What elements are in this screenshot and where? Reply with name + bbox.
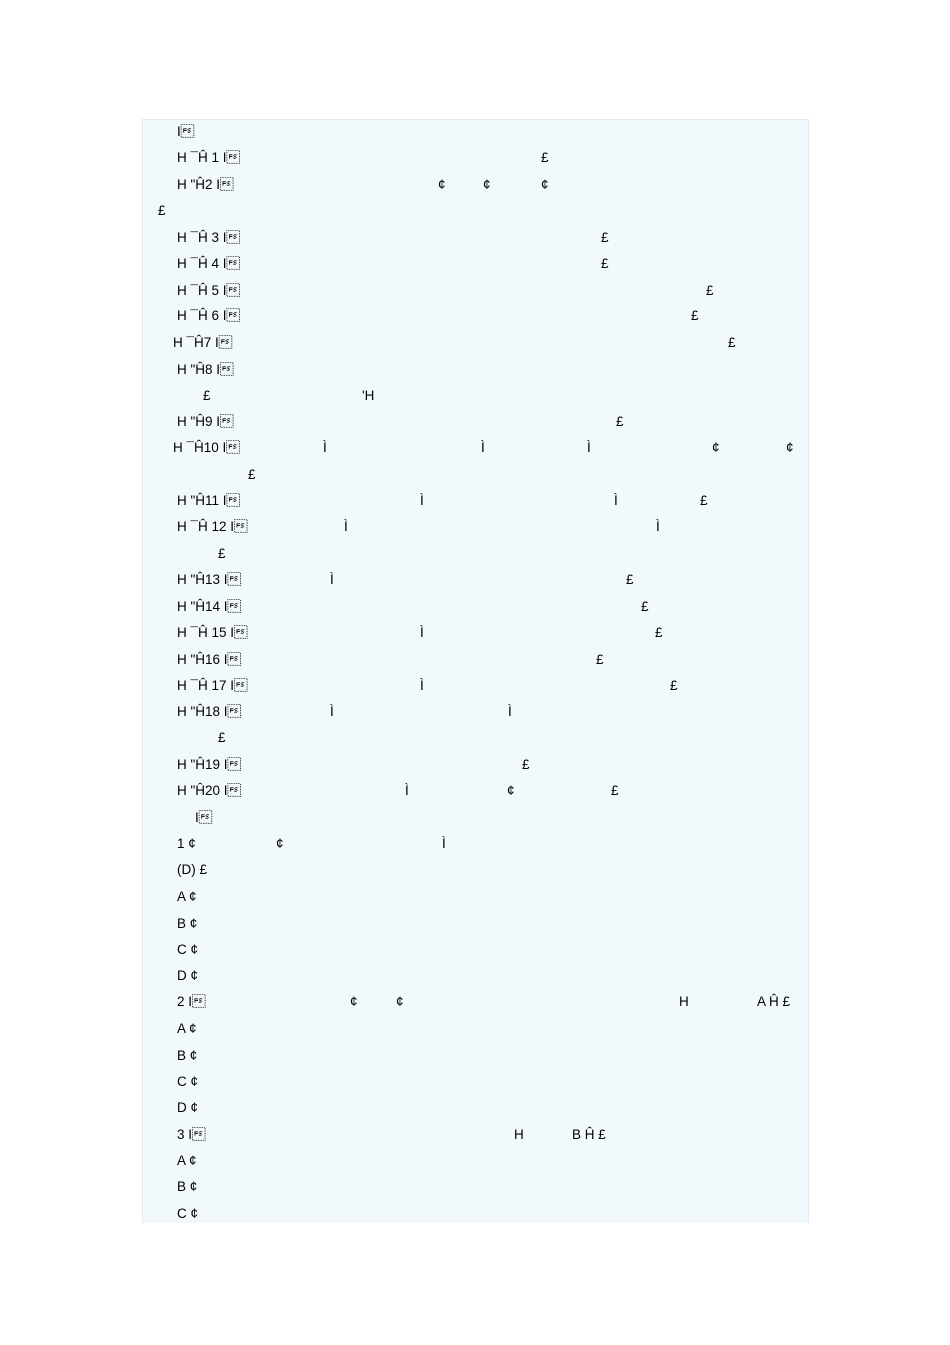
text-fragment: 2 I: [177, 994, 206, 1009]
text-fragment: £: [655, 625, 663, 640]
text-line: [0, 465, 950, 485]
text-line: [0, 1019, 950, 1039]
text-fragment: ¢: [276, 836, 284, 851]
text-fragment: I: [177, 124, 195, 139]
text-fragment: ¢: [507, 783, 515, 798]
text-fragment: Ì: [420, 493, 424, 508]
text-line: [0, 1151, 950, 1171]
text-line: [0, 650, 950, 670]
text-fragment: £: [641, 599, 649, 614]
text-line: [0, 623, 950, 643]
text-fragment: £: [522, 757, 530, 772]
text-line: [0, 201, 950, 221]
text-line: [0, 834, 950, 854]
text-fragment: £: [670, 678, 678, 693]
text-fragment: H "Ĥ14 I: [177, 599, 242, 614]
text-fragment: £: [248, 467, 256, 482]
text-fragment: C ¢: [177, 1074, 199, 1089]
text-fragment: £: [601, 256, 609, 271]
text-fragment: H "Ĥ9 I: [177, 414, 234, 429]
text-fragment: H ¯Ĥ 17 I: [177, 678, 248, 693]
text-line: [0, 517, 950, 537]
text-line: [0, 597, 950, 617]
text-fragment: B ¢: [177, 916, 198, 931]
text-line: [0, 148, 950, 168]
text-line: [0, 1204, 950, 1224]
text-line: [0, 966, 950, 986]
text-line: [0, 808, 950, 828]
text-line: [0, 122, 950, 142]
text-line: [0, 175, 950, 195]
text-fragment: ¢: [712, 440, 720, 455]
text-fragment: H: [679, 994, 689, 1009]
text-fragment: H "Ĥ8 I: [177, 362, 234, 377]
text-fragment: Ì: [481, 440, 485, 455]
text-line: [0, 676, 950, 696]
text-fragment: H: [514, 1127, 524, 1142]
text-line: [0, 860, 950, 880]
text-line: [0, 570, 950, 590]
text-fragment: H ¯Ĥ10 I: [173, 440, 240, 455]
text-fragment: H "Ĥ20 I: [177, 783, 242, 798]
text-fragment: H ¯Ĥ 12 I: [177, 519, 248, 534]
text-fragment: H "Ĥ13 I: [177, 572, 242, 587]
text-fragment: £: [596, 652, 604, 667]
text-line: [0, 887, 950, 907]
text-line: [0, 702, 950, 722]
text-fragment: Ì: [330, 704, 334, 719]
text-fragment: £: [541, 150, 549, 165]
text-fragment: £: [616, 414, 624, 429]
text-fragment: ¢: [786, 440, 794, 455]
text-fragment: A ¢: [177, 1153, 197, 1168]
text-fragment: Ì: [405, 783, 409, 798]
text-fragment: £: [626, 572, 634, 587]
text-fragment: Ì: [420, 678, 424, 693]
text-fragment: £: [203, 388, 211, 403]
text-fragment: H ¯Ĥ 15 I: [177, 625, 248, 640]
text-line: [0, 281, 950, 301]
text-fragment: ¢: [541, 177, 549, 192]
text-fragment: H "Ĥ18 I: [177, 704, 242, 719]
text-fragment: C ¢: [177, 942, 199, 957]
text-fragment: H ¯Ĥ 5 I: [177, 283, 240, 298]
text-fragment: A ¢: [177, 1021, 197, 1036]
text-line: [0, 940, 950, 960]
text-fragment: D ¢: [177, 968, 199, 983]
text-line: [0, 728, 950, 748]
text-line: [0, 1098, 950, 1118]
text-fragment: C ¢: [177, 1206, 199, 1221]
text-fragment: H "Ĥ11 I: [177, 493, 241, 508]
text-fragment: £: [611, 783, 619, 798]
text-fragment: 1 ¢: [177, 836, 196, 851]
text-fragment: (D) £: [177, 862, 207, 877]
text-fragment: £: [706, 283, 714, 298]
text-line: [0, 333, 950, 353]
text-line: [0, 254, 950, 274]
text-fragment: A ¢: [177, 889, 197, 904]
text-fragment: £: [158, 203, 166, 218]
text-fragment: H "Ĥ16 I: [177, 652, 242, 667]
text-line: [0, 1125, 950, 1145]
text-fragment: D ¢: [177, 1100, 199, 1115]
text-line: [0, 992, 950, 1012]
text-fragment: Ì: [508, 704, 512, 719]
text-fragment: 'H: [362, 388, 375, 403]
text-fragment: H "Ĥ19 I: [177, 757, 242, 772]
text-line: [0, 1072, 950, 1092]
text-line: [0, 781, 950, 801]
text-fragment: B ¢: [177, 1048, 198, 1063]
text-fragment: H ¯Ĥ7 I: [173, 335, 233, 350]
text-fragment: £: [691, 308, 699, 323]
text-line: [0, 544, 950, 564]
text-fragment: 3 I: [177, 1127, 206, 1142]
text-line: [0, 412, 950, 432]
text-fragment: Ì: [330, 572, 334, 587]
text-fragment: £: [218, 546, 226, 561]
text-fragment: £: [700, 493, 708, 508]
text-fragment: Ì: [323, 440, 327, 455]
text-fragment: Ì: [614, 493, 618, 508]
text-fragment: £: [728, 335, 736, 350]
text-line: [0, 1177, 950, 1197]
text-fragment: I: [195, 810, 213, 825]
text-fragment: B ¢: [177, 1179, 198, 1194]
text-line: [0, 386, 950, 406]
text-fragment: ¢: [350, 994, 358, 1009]
text-line: [0, 755, 950, 775]
text-line: [0, 914, 950, 934]
text-line: [0, 491, 950, 511]
text-fragment: H "Ĥ2 I: [177, 177, 234, 192]
text-fragment: Ì: [656, 519, 660, 534]
text-fragment: ¢: [483, 177, 491, 192]
text-fragment: H ¯Ĥ 1 I: [177, 150, 240, 165]
text-line: [0, 438, 950, 458]
text-fragment: B Ĥ £: [572, 1127, 606, 1142]
text-fragment: A Ĥ £: [757, 994, 791, 1009]
text-line: [0, 306, 950, 326]
text-line: [0, 1046, 950, 1066]
text-fragment: ¢: [438, 177, 446, 192]
text-fragment: Ì: [420, 625, 424, 640]
text-fragment: ¢: [396, 994, 404, 1009]
text-fragment: Ì: [344, 519, 348, 534]
text-line: [0, 228, 950, 248]
text-fragment: £: [601, 230, 609, 245]
text-line: [0, 360, 950, 380]
text-fragment: H ¯Ĥ 4 I: [177, 256, 240, 271]
text-fragment: Ì: [587, 440, 591, 455]
text-fragment: H ¯Ĥ 3 I: [177, 230, 240, 245]
text-fragment: H ¯Ĥ 6 I: [177, 308, 240, 323]
text-fragment: Ì: [442, 836, 446, 851]
text-fragment: £: [218, 730, 226, 745]
